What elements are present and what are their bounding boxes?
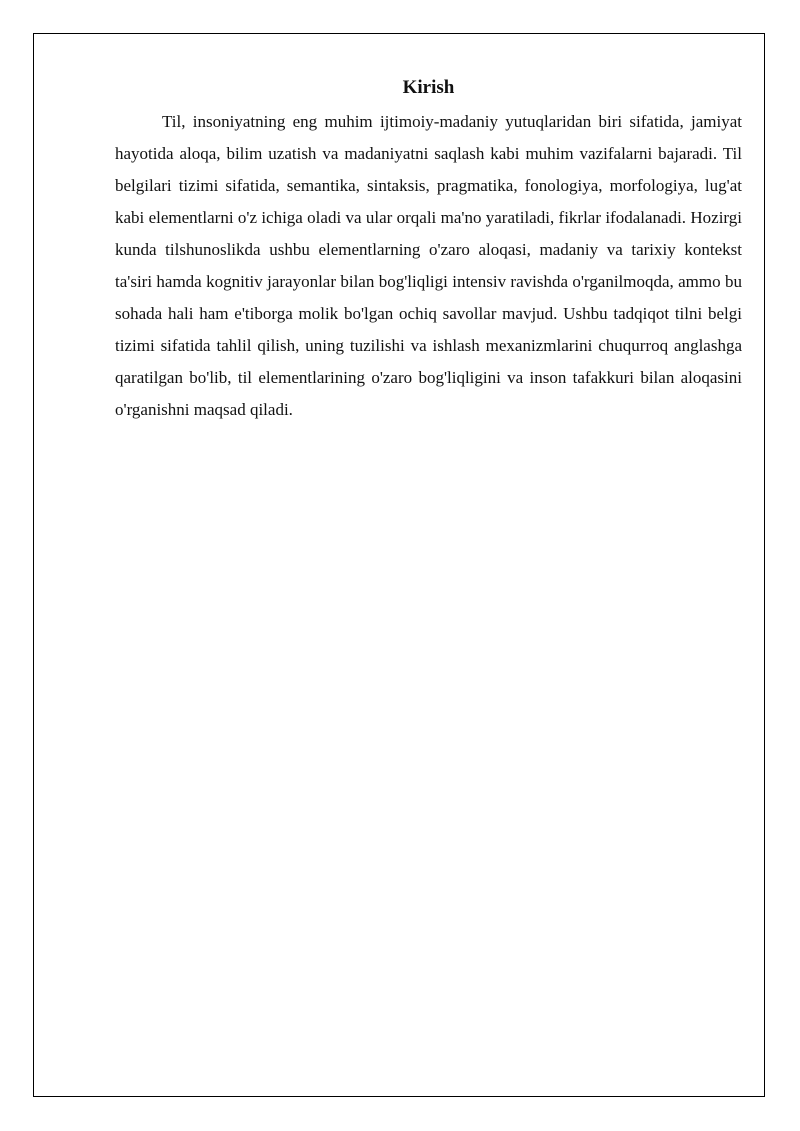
section-heading: Kirish xyxy=(402,77,455,98)
body-paragraph: Til, insoniyatning eng muhim ijtimoiy-madaniy yutuqlaridan biri sifatida, jamiyat hayotida aloqa, bilim uzatish va madaniyatni saqlash kabi muhim vazifalarni bajaradi. Til belgilari tizimi sifatida, semantika, sintaksis, pragmatika, fonologiya, morfologiya, lug'at kabi elementlarni o'z ichiga oladi va ular orqali ma'no yaratiladi, fikrlar ifodalanadi. Hozirgi kunda tilshunoslikda ushbu elementlarning o'zaro aloqasi, madaniy va tarixiy kontekst ta'siri hamda kognitiv jarayonlar bilan bog'liqligi intensiv ravishda o'rganilmoqda, ammo bu sohada hali ham e'tiborga molik bo'lgan ochiq savollar mavjud. Ushbu tadqiqot tilni belgi tizimi sifatida tahlil qilish, uning tuzilishi va ishlash mexanizmlarini chuqurroq anglashga qaratilgan bo'lib, til elementlarining o'zaro bog'liqligini va inson tafakkuri bilan aloqasini o'rganishni maqsad qiladi. xyxy=(115,112,742,419)
document-body xyxy=(115,74,742,426)
